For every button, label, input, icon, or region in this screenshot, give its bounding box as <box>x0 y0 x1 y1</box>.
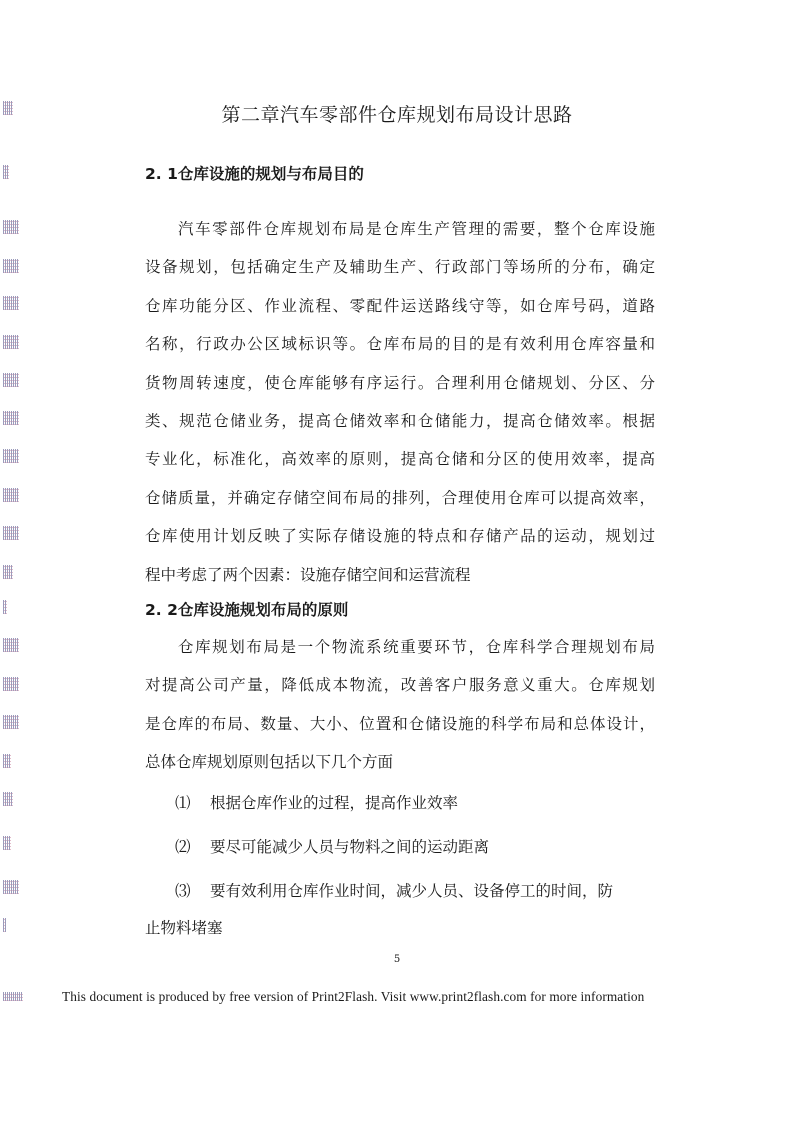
margin-artifact <box>3 296 19 310</box>
page-number: 5 <box>393 954 401 965</box>
margin-artifact <box>3 754 11 768</box>
paragraph-line: 仓库使用计划反映了实际存储设施的特点和存储产品的运动，规划过 <box>145 527 655 546</box>
margin-artifact <box>3 335 19 349</box>
chapter-title: 第二章汽车零部件仓库规划布局设计思路 <box>221 104 573 126</box>
margin-artifact <box>3 565 13 579</box>
paragraph-line: 类、规范仓储业务，提高仓储效率和仓储能力，提高仓储效率。根据 <box>145 412 655 431</box>
paragraph-line: 总体仓库规划原则包括以下几个方面 <box>145 753 394 772</box>
list-item <box>145 791 458 813</box>
list-item-text: 要尽可能减少人员与物料之间的运动距离 <box>209 838 489 856</box>
paragraph-line: 对提高公司产量，降低成本物流，改善客户服务意义重大。仓库规划 <box>145 676 655 695</box>
paragraph-line: 是仓库的布局、数量、大小、位置和仓储设施的科学布局和总体设计， <box>145 714 655 733</box>
list-item-number: ⑵ <box>175 838 191 856</box>
watermark-footer: This document is produced by free version of Print2Flash. Visit www.print2flash.com for more information <box>62 989 645 1004</box>
paragraph-line: 仓库规划布局是一个物流系统重要环节，仓库科学合理规划布局 <box>178 638 655 656</box>
section-heading-1: 2. 1仓库设施的规划与布局目的 <box>145 165 364 183</box>
list-item <box>145 835 489 857</box>
list-item-number: ⑴ <box>175 794 191 812</box>
paragraph-line: 货物周转速度，使仓库能够有序运行。合理利用仓储规划、分区、分 <box>145 373 655 392</box>
margin-artifact <box>3 600 7 614</box>
paragraph-line: 设备规划，包括确定生产及辅助生产、行政部门等场所的分布，确定 <box>145 258 655 277</box>
margin-artifact <box>3 992 23 1001</box>
margin-artifact <box>3 526 19 540</box>
list-item-text: 要有效利用仓库作业时间，减少人员、设备停工的时间，防 <box>209 882 613 900</box>
list-item-number: ⑶ <box>175 882 191 900</box>
margin-artifact <box>3 259 19 273</box>
margin-artifact <box>3 836 11 850</box>
margin-artifact <box>3 918 6 932</box>
section-2-paragraph <box>145 628 655 782</box>
margin-artifact <box>3 880 19 894</box>
list-item-text: 根据仓库作业的过程，提高作业效率 <box>209 794 458 812</box>
section-heading-2: 2. 2仓库设施规划布局的原则 <box>145 601 349 619</box>
margin-artifact <box>3 411 19 425</box>
margin-artifact <box>3 165 9 179</box>
paragraph-line: 名称，行政办公区域标识等。仓库布局的目的是有效利用仓库容量和 <box>145 335 655 354</box>
margin-artifact <box>3 677 19 691</box>
margin-artifact <box>3 638 19 652</box>
paragraph-line: 程中考虑了两个因素：设施存储空间和运营流程 <box>145 565 471 584</box>
margin-artifact <box>3 373 19 387</box>
section-1-paragraph <box>145 210 655 594</box>
paragraph-line: 汽车零部件仓库规划布局是仓库生产管理的需要，整个仓库设施 <box>178 220 655 238</box>
margin-artifact <box>3 792 13 806</box>
margin-artifact <box>3 449 19 463</box>
list-item <box>145 879 613 901</box>
list-item-continuation: 止物料堵塞 <box>145 919 223 937</box>
paragraph-line: 仓储质量，并确定存储空间布局的排列，合理使用仓库可以提高效率， <box>145 488 655 507</box>
margin-artifact <box>3 488 19 502</box>
paragraph-line: 专业化，标准化，高效率的原则，提高仓储和分区的使用效率，提高 <box>145 450 655 469</box>
margin-artifact <box>3 220 19 234</box>
margin-artifact <box>3 715 19 729</box>
paragraph-line: 仓库功能分区、作业流程、零配件运送路线守等，如仓库号码，道路 <box>145 296 655 315</box>
